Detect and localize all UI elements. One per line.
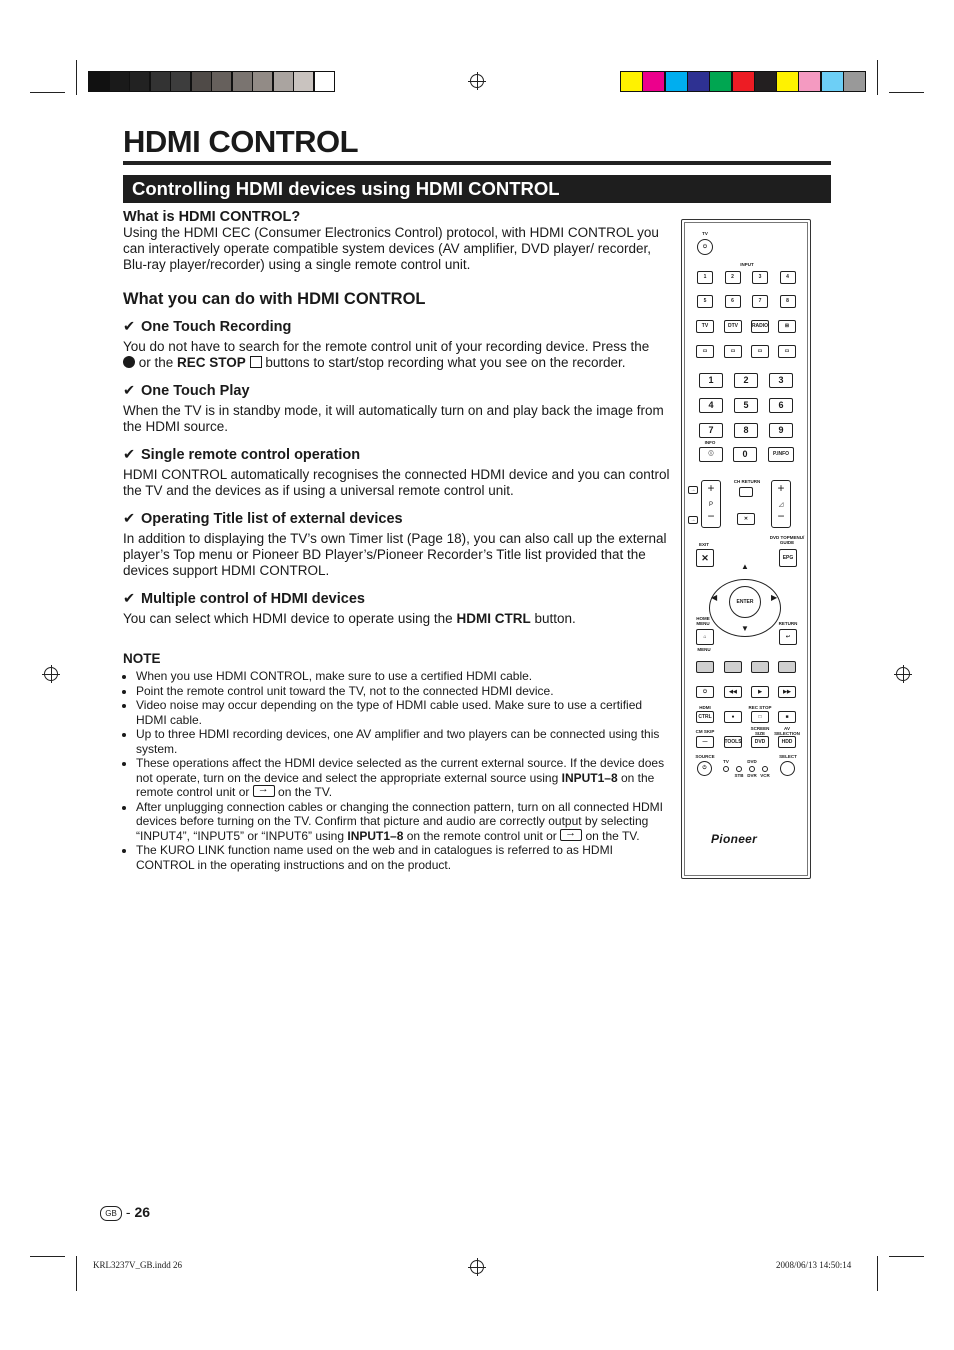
remote-label-home-menu: HOME MENU [696,616,710,626]
note-item: • After unplugging connection cables or changing the connection pattern, turn on all connected HDMI devices before turning on the TV. Confirm that picture and audio are correctly output by selecting “INPUT4”, “INPUT5” or “INPUT6” using INPUT1–8 on the remote control unit or → on the TV. [136,800,673,844]
up-arrow-icon: ▲ [741,562,749,571]
item-text: In addition to displaying the TV’s own Timer list (Page 18), you can also call up the external player’s Top menu or Pioneer BD Player’s/Pioneer Recorder’s Title list provided that the devices support HDMI CONTROL. [123,531,667,578]
subtitle-button-icon: ▭ [696,345,714,358]
check-icon: ✔ [123,319,136,335]
number-key-8: 8 [734,423,758,438]
stop-button-icon [250,356,262,368]
color-bar-swatch [754,71,777,92]
color-bar-swatch [665,71,688,92]
source-label-dvr: DVR [747,773,757,778]
color-bar-swatch [843,71,866,92]
page-number: GB - 26 [100,1204,150,1221]
crop-mark [889,92,924,93]
remote-label-select: SELECT [779,754,797,759]
check-icon: ✔ [123,591,136,607]
number-key-1: 1 [699,373,723,388]
what-is-heading: What is HDMI CONTROL? [123,209,301,225]
power-button-icon: ⏻ [697,239,713,255]
source-label-tv: TV [723,759,729,764]
remote-label-menu: MENU [697,647,711,652]
remote-label-return: RETURN [778,621,798,626]
color-bar-swatch [732,71,755,92]
color-key-button [696,661,714,673]
input-key-4: 4 [780,271,796,284]
gray-bar-swatch [88,71,109,92]
gray-bar-swatch [109,71,130,92]
tv-button: TV [696,320,714,333]
color-key-button [778,661,796,673]
source-led [762,766,768,772]
section-title: Controlling HDMI devices using HDMI CONTROL [123,175,831,203]
crop-mark [30,92,65,93]
item-heading: ✔ One Touch Recording [123,319,292,335]
input-key-5: 5 [697,295,713,308]
crop-mark [76,60,77,95]
input-key-7: 7 [752,295,768,308]
input-key-1: 1 [697,271,713,284]
color-bar-swatch [776,71,799,92]
mix-button-icon: ▭ [778,345,796,358]
source-led [723,766,729,772]
remote-label-info: INFO [704,440,716,445]
note-item: • When you use HDMI CONTROL, make sure to use a certified HDMI cable. [136,669,673,684]
gray-bar-swatch [170,71,191,92]
left-arrow-icon: ◀ [711,593,718,602]
ch-return-button [739,487,753,497]
item-text: HDMI CONTROL automatically recognises the connected HDMI device and you can control the TV and the devices as if using a universal remote control unit. [123,467,670,498]
dtv-button: DTV [724,320,742,333]
note-item: • These operations affect the HDMI device selected as the current external source. If the device does not operate, turn on the device and select the appropriate external source using INPUT1–8 on the remote control unit or → on the TV. [136,756,673,800]
color-bar-swatch [798,71,821,92]
registration-mark-icon [470,74,484,88]
input-icon [560,829,582,841]
pioneer-logo: Pioneer [711,832,758,846]
notes-list [123,669,673,872]
record-button-icon [123,356,135,368]
remote-label-dvd-top: DVD TOPMENU/ GUIDE [769,535,805,545]
note-item: • Video noise may occur depending on the type of HDMI cable used. Make sure to use a certified HDMI cable. [136,698,673,727]
pinfo-button: P.INFO [768,447,794,462]
note-item: • The KURO LINK function name used on the web and in catalogues is referred to as HDMI CONTROL in the operating instructions and on the product. [136,843,673,872]
epg-button: EPG [779,549,797,567]
text-button-icon: ▭ [724,345,742,358]
volume-rocker: + ◿ − [771,480,791,528]
exit-button-icon: ✕ [696,549,714,567]
gray-bar-swatch [252,71,273,92]
home-menu-button-icon: ⌂ [696,629,714,645]
number-key-6: 6 [769,398,793,413]
gray-bar-swatch [232,71,253,92]
input-key-8: 8 [780,295,796,308]
channel-rocker: + P − [701,480,721,528]
registration-mark-icon [44,667,58,681]
down-arrow-icon: ▼ [741,624,749,633]
item-text: You can select which HDMI device to operate using the HDMI CTRL button. [123,611,576,626]
item-heading: ✔ One Touch Play [123,383,250,399]
tools-button: TOOLS [724,736,742,748]
number-key-5: 5 [734,398,758,413]
cm-skip-button-icon: — [696,736,714,748]
gray-bar-swatch [150,71,171,92]
check-icon: ✔ [123,447,136,463]
registration-mark-icon [896,667,910,681]
crop-mark [877,1256,878,1291]
number-key-2: 2 [734,373,758,388]
source-button-icon: ⏻ [697,761,712,776]
radio-button: RADIO [751,320,769,333]
remote-label-source: SOURCE [695,754,715,759]
return-button-icon: ↩ [779,629,797,645]
info-button-icon: ⓘ [699,447,723,462]
number-key-3: 3 [769,373,793,388]
source-led [749,766,755,772]
remote-label-rec-stop: REC STOP [748,705,772,710]
number-key-4: 4 [699,398,723,413]
fast-forward-button-icon: ▶▶ [778,686,796,698]
note-item: • Point the remote control unit toward the TV, not to the connected HDMI device. [136,684,673,699]
remote-label-hdmi: HDMI [699,705,711,710]
note-item: • Up to three HDMI recording devices, one AV amplifier and two players can be connected using this system. [136,727,673,756]
rewind-button-icon: ◀◀ [724,686,742,698]
color-bar-swatch [709,71,732,92]
hdmi-ctrl-button: CTRL [696,711,714,723]
hold-button-icon: ▭ [751,345,769,358]
dvd-button: DVD [751,736,769,748]
hdd-button: HDD [778,736,796,748]
remote-label-input: INPUT [740,262,754,267]
color-key-button [724,661,742,673]
gray-bar-swatch [273,71,294,92]
color-bar-swatch [821,71,844,92]
print-timestamp: 2008/06/13 14:50:14 [776,1260,852,1270]
note-heading: NOTE [123,651,161,666]
number-key-7: 7 [699,423,723,438]
right-arrow-icon: ▶ [771,593,778,602]
stop-button-icon: ■ [778,711,796,723]
remote-label-cm-skip: CM SKIP [695,729,715,734]
input-key-2: 2 [725,271,741,284]
input-key-3: 3 [752,271,768,284]
registration-mark-icon [470,1260,484,1274]
source-led [736,766,742,772]
what-is-text: Using the HDMI CEC (Consumer Electronics Control) protocol, with HDMI CONTROL you can interactively operate compatible system devices (AV amplifier, DVD player/ recorder, Blu-ray player/recorder) using a single remote control unit. [123,225,659,272]
input-arrow-icon: → [688,486,698,494]
source-label-vcr: VCR [760,773,770,778]
remote-label-screen-size: SCREEN SIZE [750,726,770,736]
gb-badge: GB [100,1206,122,1221]
zero-key: 0 [733,447,757,462]
item-heading: ✔ Operating Title list of external devices [123,511,403,527]
enter-button: ENTER [729,586,761,618]
input-icon [253,785,275,797]
gray-bar-swatch [293,71,314,92]
mute-button-icon: ✕ [737,513,755,525]
item-heading: ✔ Single remote control operation [123,447,361,463]
item-text: You do not have to search for the remote control unit of your recording device. Press the or the REC STOP buttons to start/stop recording what you see on the recorder. [123,339,650,370]
color-bar-swatch [620,71,643,92]
gray-bar-swatch [211,71,232,92]
item-text: When the TV is in standby mode, it will automatically turn on and play back the image from the HDMI source. [123,403,664,434]
crop-mark [889,1256,924,1257]
remote-label-tv: TV [702,231,708,236]
teletext-button-icon: ⊞ [778,320,796,333]
select-button [780,761,795,776]
input-arrow-icon: → [688,516,698,524]
color-key-button [751,661,769,673]
main-content [123,209,673,872]
gray-bar-swatch [314,71,335,92]
source-label-dvd: DVD [747,759,757,764]
page-title: HDMI CONTROL [123,124,359,159]
what-you-can-heading: What you can do with HDMI CONTROL [123,290,426,308]
rec-stop-button-icon: □ [751,711,769,723]
color-bar-swatch [687,71,710,92]
number-key-9: 9 [769,423,793,438]
gray-bar-swatch [191,71,212,92]
source-label-stb: STB [734,773,744,778]
standby-button-icon: ⏻ [696,686,714,698]
item-heading: ✔ Multiple control of HDMI devices [123,591,365,607]
crop-mark [30,1256,65,1257]
remote-label-ch-return: CH RETURN [733,479,761,484]
gray-bar-swatch [129,71,150,92]
check-icon: ✔ [123,383,136,399]
crop-mark [76,1256,77,1291]
remote-label-exit: EXIT [698,542,709,547]
play-button-icon: ▶ [751,686,769,698]
crop-mark [877,60,878,95]
color-bar-swatch [642,71,665,92]
check-icon: ✔ [123,511,136,527]
input-key-6: 6 [725,295,741,308]
title-rule [123,161,831,165]
print-file-name: KRL3237V_GB.indd 26 [93,1260,183,1270]
remote-label-av-selection: AV SELECTION [774,726,800,736]
record-button-icon: ● [724,711,742,723]
